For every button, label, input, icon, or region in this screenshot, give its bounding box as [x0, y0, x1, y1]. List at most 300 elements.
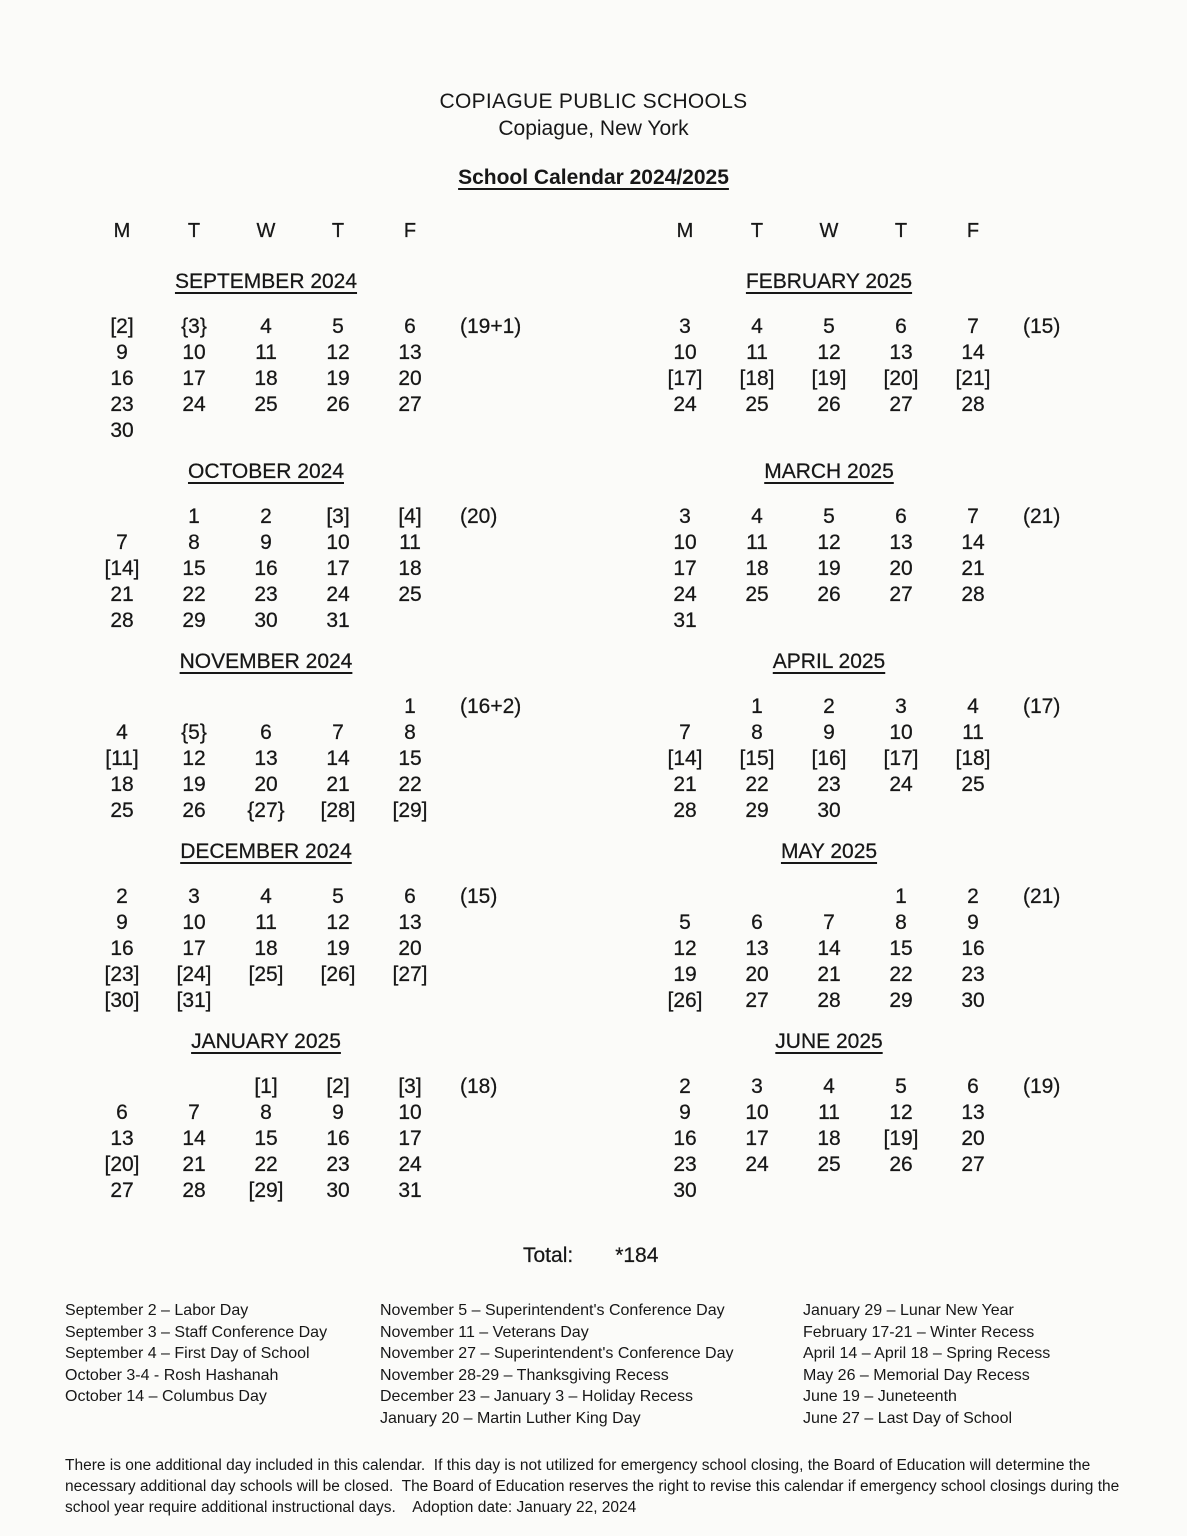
day-cell: 27 — [889, 583, 913, 606]
month-title: FEBRUARY 2025 — [745, 270, 913, 293]
day-cell: 11 — [255, 911, 277, 934]
school-name: COPIAGUE PUBLIC SCHOOLS — [439, 90, 748, 113]
day-cell: 21 — [110, 583, 134, 606]
day-cell: 10 — [182, 911, 206, 934]
calendar-grid — [86, 220, 1187, 1218]
day-cell: {5} — [181, 721, 207, 744]
day-cell: 29 — [889, 989, 913, 1012]
day-cell — [649, 884, 721, 910]
day-cell: 20 — [961, 1127, 985, 1150]
month-grid — [649, 884, 1119, 1014]
day-cell: 3 — [188, 885, 200, 908]
day-cell: 4 — [751, 505, 763, 528]
day-cell: 23 — [326, 1153, 350, 1176]
total-label: Total: — [523, 1244, 574, 1267]
grid-filler — [1009, 910, 1119, 936]
month-title: SEPTEMBER 2024 — [174, 270, 358, 293]
day-cell: [31] — [176, 989, 212, 1012]
grid-filler — [446, 418, 556, 444]
day-cell: 5 — [895, 1075, 907, 1098]
day-cell: 9 — [679, 1101, 691, 1124]
day-cell: 19 — [326, 367, 350, 390]
day-cell: 29 — [745, 799, 769, 822]
month-title: MAY 2025 — [780, 840, 878, 863]
day-cell: 27 — [745, 989, 769, 1012]
day-cell: [14] — [104, 557, 140, 580]
day-cell: 12 — [326, 341, 350, 364]
grid-filler — [1009, 1152, 1119, 1178]
day-cell: 17 — [326, 557, 350, 580]
day-cell: 14 — [961, 341, 985, 364]
day-cell: 1 — [404, 695, 416, 718]
day-cell: 25 — [817, 1153, 841, 1176]
day-cell — [86, 1074, 158, 1100]
legend-item: November 5 – Superintendent's Conference Day — [380, 1302, 725, 1319]
day-cell: 26 — [817, 583, 841, 606]
day-cell: [29] — [248, 1179, 284, 1202]
day-cell: 5 — [332, 885, 344, 908]
month-title: JUNE 2025 — [775, 1030, 883, 1053]
legend-item: May 26 – Memorial Day Recess — [803, 1366, 1030, 1384]
day-cell: [26] — [320, 963, 356, 986]
day-cell: 17 — [182, 937, 206, 960]
grid-filler — [1009, 608, 1119, 634]
day-cell: 14 — [182, 1127, 206, 1150]
day-cell: 6 — [895, 315, 907, 338]
day-cell: 4 — [751, 315, 763, 338]
day-cell: 10 — [326, 531, 350, 554]
day-cell: 17 — [398, 1127, 422, 1150]
day-cell: 13 — [110, 1127, 134, 1150]
month-title: APRIL 2025 — [772, 650, 886, 673]
day-cell: 12 — [673, 937, 697, 960]
day-cell: 2 — [823, 695, 835, 718]
document-header — [0, 0, 1187, 190]
day-cell — [793, 1178, 865, 1204]
weekday-label: M — [676, 220, 694, 242]
day-cell: 22 — [745, 773, 769, 796]
legend-column-1 — [65, 1300, 380, 1429]
day-cell: 4 — [967, 695, 979, 718]
weekday-label: W — [256, 220, 276, 242]
grid-filler — [1009, 962, 1119, 988]
day-cell: [16] — [811, 747, 847, 770]
weekday-label: M — [113, 220, 131, 242]
grid-filler — [1009, 746, 1119, 772]
month-day-count: (20) — [460, 505, 498, 528]
day-cell: 11 — [818, 1101, 840, 1124]
day-cell: 2 — [679, 1075, 691, 1098]
day-cell — [865, 1178, 937, 1204]
day-cell: 18 — [745, 557, 769, 580]
grid-filler — [1009, 772, 1119, 798]
grid-filler — [1009, 530, 1119, 556]
month-february-2025 — [649, 268, 1119, 458]
day-cell: 13 — [961, 1101, 985, 1124]
day-cell: 27 — [110, 1179, 134, 1202]
day-cell: 21 — [182, 1153, 206, 1176]
day-cell: 7 — [967, 315, 979, 338]
day-cell: 6 — [967, 1075, 979, 1098]
day-cell: 20 — [398, 937, 422, 960]
day-cell: [3] — [326, 505, 350, 528]
day-cell: 11 — [746, 531, 768, 554]
day-cell: 28 — [110, 609, 134, 632]
day-cell — [865, 608, 937, 634]
day-cell: 8 — [260, 1101, 272, 1124]
month-day-count: (19) — [1023, 1075, 1061, 1098]
grid-filler — [1009, 988, 1119, 1014]
day-cell: 28 — [182, 1179, 206, 1202]
month-day-count: (15) — [460, 885, 498, 908]
day-cell: 5 — [823, 315, 835, 338]
day-cell: [15] — [739, 747, 775, 770]
grid-filler — [446, 988, 556, 1014]
day-cell: 27 — [961, 1153, 985, 1176]
day-cell: [20] — [883, 367, 919, 390]
day-cell: 18 — [254, 367, 278, 390]
day-cell: 22 — [889, 963, 913, 986]
day-cell: 10 — [745, 1101, 769, 1124]
month-january-2025 — [86, 1028, 556, 1218]
day-cell — [302, 418, 374, 444]
day-cell: 25 — [254, 393, 278, 416]
day-cell: 28 — [817, 989, 841, 1012]
day-cell — [158, 418, 230, 444]
day-cell — [649, 694, 721, 720]
day-cell — [721, 1178, 793, 1204]
day-cell: 5 — [823, 505, 835, 528]
day-cell: [3] — [398, 1075, 422, 1098]
total-row — [523, 1244, 1187, 1268]
day-cell: 13 — [398, 341, 422, 364]
day-cell: 23 — [817, 773, 841, 796]
month-day-count: (15) — [1023, 315, 1061, 338]
grid-filler — [446, 556, 556, 582]
day-cell: 13 — [745, 937, 769, 960]
legend-item: November 11 – Veterans Day — [380, 1323, 589, 1341]
day-cell: 28 — [961, 583, 985, 606]
day-cell: 4 — [260, 885, 272, 908]
month-december-2024 — [86, 838, 556, 1028]
grid-filler — [1009, 1178, 1119, 1204]
day-cell: 30 — [110, 419, 134, 442]
grid-filler — [446, 366, 556, 392]
day-cell: 8 — [895, 911, 907, 934]
day-cell: 26 — [889, 1153, 913, 1176]
day-cell: 11 — [746, 341, 768, 364]
grid-filler — [446, 530, 556, 556]
grid-filler — [446, 1152, 556, 1178]
day-cell: 23 — [673, 1153, 697, 1176]
day-cell: 31 — [326, 609, 350, 632]
day-cell: 22 — [398, 773, 422, 796]
month-september-2024 — [86, 268, 556, 458]
day-cell — [230, 418, 302, 444]
day-cell: 6 — [895, 505, 907, 528]
month-november-2024 — [86, 648, 556, 838]
day-cell: 24 — [673, 393, 697, 416]
day-cell — [721, 884, 793, 910]
month-grid — [86, 694, 556, 824]
day-cell: 1 — [188, 505, 200, 528]
month-day-count: (21) — [1023, 885, 1061, 908]
weekday-label: F — [966, 220, 980, 242]
day-cell: 5 — [332, 315, 344, 338]
day-cell: 8 — [404, 721, 416, 744]
day-cell: 4 — [260, 315, 272, 338]
day-cell: 7 — [116, 531, 128, 554]
day-cell — [158, 694, 230, 720]
day-cell: 20 — [889, 557, 913, 580]
day-cell: 4 — [823, 1075, 835, 1098]
day-cell: 9 — [332, 1101, 344, 1124]
month-october-2024 — [86, 458, 556, 648]
day-cell: 17 — [182, 367, 206, 390]
grid-filler — [1009, 556, 1119, 582]
month-grid — [649, 1074, 1119, 1204]
grid-filler — [1009, 798, 1119, 824]
day-cell: 20 — [254, 773, 278, 796]
day-cell: 18 — [254, 937, 278, 960]
day-cell: 24 — [182, 393, 206, 416]
calendar-column-left — [86, 220, 556, 1218]
day-cell: [26] — [667, 989, 703, 1012]
month-day-count: (16+2) — [460, 695, 522, 718]
weekday-label: T — [894, 220, 908, 242]
day-cell: 6 — [116, 1101, 128, 1124]
day-cell: [18] — [739, 367, 775, 390]
day-cell — [230, 988, 302, 1014]
day-cell — [302, 988, 374, 1014]
day-cell: 11 — [962, 721, 984, 744]
day-cell: 13 — [889, 531, 913, 554]
day-cell: 16 — [961, 937, 985, 960]
day-cell: [25] — [248, 963, 284, 986]
day-cell: 12 — [889, 1101, 913, 1124]
grid-filler — [1009, 1126, 1119, 1152]
month-title: DECEMBER 2024 — [180, 840, 352, 863]
day-cell — [230, 694, 302, 720]
legend-item: September 2 – Labor Day — [65, 1302, 249, 1319]
month-day-count: (17) — [1023, 695, 1061, 718]
weekday-label: T — [750, 220, 764, 242]
day-cell: 8 — [751, 721, 763, 744]
day-cell: 12 — [326, 911, 350, 934]
grid-filler — [446, 910, 556, 936]
day-cell: 23 — [254, 583, 278, 606]
footnote: There is one additional day included in this calendar. If this day is not utilized for emergency school closing, the Board of Education will determine the necessary additional day schools will be closed. The Board of Education reserves the right to revise this calendar if emergency school closings during the school year require additional instructional days. Adoption date: January 22, 2024 — [65, 1457, 1124, 1516]
day-cell: 30 — [817, 799, 841, 822]
day-cell: 1 — [895, 885, 907, 908]
legend-item: April 14 – April 18 – Spring Recess — [803, 1345, 1051, 1362]
day-cell: 19 — [326, 937, 350, 960]
day-cell — [937, 608, 1009, 634]
day-cell: [19] — [811, 367, 847, 390]
weekday-label: F — [403, 220, 417, 242]
day-cell: 6 — [260, 721, 272, 744]
day-cell: 12 — [182, 747, 206, 770]
day-cell: {27} — [247, 799, 285, 822]
day-cell — [302, 694, 374, 720]
day-cell: 28 — [961, 393, 985, 416]
day-cell: 25 — [745, 583, 769, 606]
day-cell: 4 — [116, 721, 128, 744]
day-cell: 27 — [889, 393, 913, 416]
day-cell: 10 — [398, 1101, 422, 1124]
day-cell — [793, 884, 865, 910]
day-cell: {3} — [181, 315, 207, 338]
legend-item: October 14 – Columbus Day — [65, 1388, 267, 1405]
day-cell: 21 — [326, 773, 350, 796]
day-cell: 14 — [961, 531, 985, 554]
legend-item: June 27 – Last Day of School — [803, 1409, 1013, 1427]
month-may-2025 — [649, 838, 1119, 1028]
day-cell: 28 — [673, 799, 697, 822]
grid-filler — [446, 1100, 556, 1126]
month-march-2025 — [649, 458, 1119, 648]
day-cell: 14 — [817, 937, 841, 960]
day-cell: 15 — [254, 1127, 278, 1150]
day-cell: 6 — [751, 911, 763, 934]
legend-column-2 — [380, 1300, 803, 1429]
day-cell — [721, 608, 793, 634]
day-cell: 9 — [260, 531, 272, 554]
day-cell: 9 — [116, 911, 128, 934]
day-cell: 24 — [673, 583, 697, 606]
grid-filler — [446, 720, 556, 746]
day-cell: 9 — [116, 341, 128, 364]
day-cell: [21] — [955, 367, 991, 390]
grid-filler — [1009, 366, 1119, 392]
grid-filler — [446, 608, 556, 634]
day-cell — [937, 1178, 1009, 1204]
day-cell: [19] — [883, 1127, 919, 1150]
day-cell: 21 — [673, 773, 697, 796]
day-cell: [17] — [883, 747, 919, 770]
grid-filler — [446, 392, 556, 418]
day-cell — [86, 694, 158, 720]
weekday-header-right — [649, 220, 1119, 246]
day-cell: [14] — [667, 747, 703, 770]
day-cell: [17] — [667, 367, 703, 390]
day-cell — [86, 504, 158, 530]
weekday-header-left — [86, 220, 556, 246]
day-cell: 26 — [326, 393, 350, 416]
day-cell: 15 — [889, 937, 913, 960]
day-cell: 18 — [398, 557, 422, 580]
day-cell: [23] — [104, 963, 140, 986]
day-cell: 11 — [255, 341, 277, 364]
day-cell: 2 — [116, 885, 128, 908]
day-cell: [29] — [392, 799, 428, 822]
day-cell — [865, 798, 937, 824]
day-cell: 24 — [326, 583, 350, 606]
day-cell — [937, 798, 1009, 824]
day-cell: 16 — [673, 1127, 697, 1150]
day-cell: 25 — [398, 583, 422, 606]
month-title: JANUARY 2025 — [191, 1030, 341, 1053]
day-cell: 6 — [404, 885, 416, 908]
day-cell: 19 — [817, 557, 841, 580]
day-cell: 24 — [889, 773, 913, 796]
month-title: NOVEMBER 2024 — [179, 650, 353, 673]
month-title: MARCH 2025 — [764, 460, 894, 483]
day-cell: 21 — [817, 963, 841, 986]
day-cell: 8 — [188, 531, 200, 554]
grid-filler — [1009, 720, 1119, 746]
day-cell: 3 — [751, 1075, 763, 1098]
day-cell — [374, 418, 446, 444]
day-cell: 20 — [398, 367, 422, 390]
day-cell: 24 — [745, 1153, 769, 1176]
day-cell: 5 — [679, 911, 691, 934]
grid-filler — [446, 1126, 556, 1152]
month-grid — [649, 504, 1119, 634]
day-cell: 22 — [182, 583, 206, 606]
day-cell: 2 — [967, 885, 979, 908]
grid-filler — [446, 798, 556, 824]
day-cell: 18 — [110, 773, 134, 796]
day-cell: [28] — [320, 799, 356, 822]
day-cell: 17 — [745, 1127, 769, 1150]
month-april-2025 — [649, 648, 1119, 838]
day-cell: 6 — [404, 315, 416, 338]
day-cell: 25 — [110, 799, 134, 822]
day-cell: [27] — [392, 963, 428, 986]
day-cell — [158, 1074, 230, 1100]
day-cell: 26 — [182, 799, 206, 822]
day-cell: 3 — [895, 695, 907, 718]
day-cell: 30 — [961, 989, 985, 1012]
day-cell: 16 — [110, 367, 134, 390]
day-cell: 14 — [326, 747, 350, 770]
day-cell: 12 — [817, 341, 841, 364]
legend-item: November 27 – Superintendent's Conference Day — [380, 1345, 734, 1362]
day-cell: [20] — [104, 1153, 140, 1176]
day-cell: 10 — [673, 341, 697, 364]
day-cell: 26 — [817, 393, 841, 416]
day-cell: [11] — [105, 747, 139, 770]
day-cell: 29 — [182, 609, 206, 632]
day-cell: 10 — [673, 531, 697, 554]
day-cell: 31 — [398, 1179, 422, 1202]
day-cell: 9 — [823, 721, 835, 744]
day-cell: 23 — [961, 963, 985, 986]
day-cell: 7 — [188, 1101, 200, 1124]
weekday-label: W — [819, 220, 839, 242]
legend-column-3 — [803, 1300, 1050, 1429]
grid-filler — [1009, 582, 1119, 608]
document-title: School Calendar 2024/2025 — [458, 166, 729, 189]
day-cell: 11 — [399, 531, 421, 554]
legend-item: January 20 – Martin Luther King Day — [380, 1409, 641, 1427]
month-day-count: (18) — [460, 1075, 498, 1098]
grid-filler — [1009, 340, 1119, 366]
day-cell — [374, 988, 446, 1014]
legend-item: October 3-4 - Rosh Hashanah — [65, 1366, 279, 1384]
grid-filler — [1009, 392, 1119, 418]
day-cell: 16 — [254, 557, 278, 580]
day-cell: 21 — [961, 557, 985, 580]
day-cell: 10 — [889, 721, 913, 744]
legend-item: June 19 – Juneteenth — [803, 1388, 957, 1405]
grid-filler — [446, 582, 556, 608]
school-location: Copiague, New York — [498, 117, 689, 140]
day-cell — [793, 608, 865, 634]
day-cell: 25 — [745, 393, 769, 416]
day-cell: 23 — [110, 393, 134, 416]
